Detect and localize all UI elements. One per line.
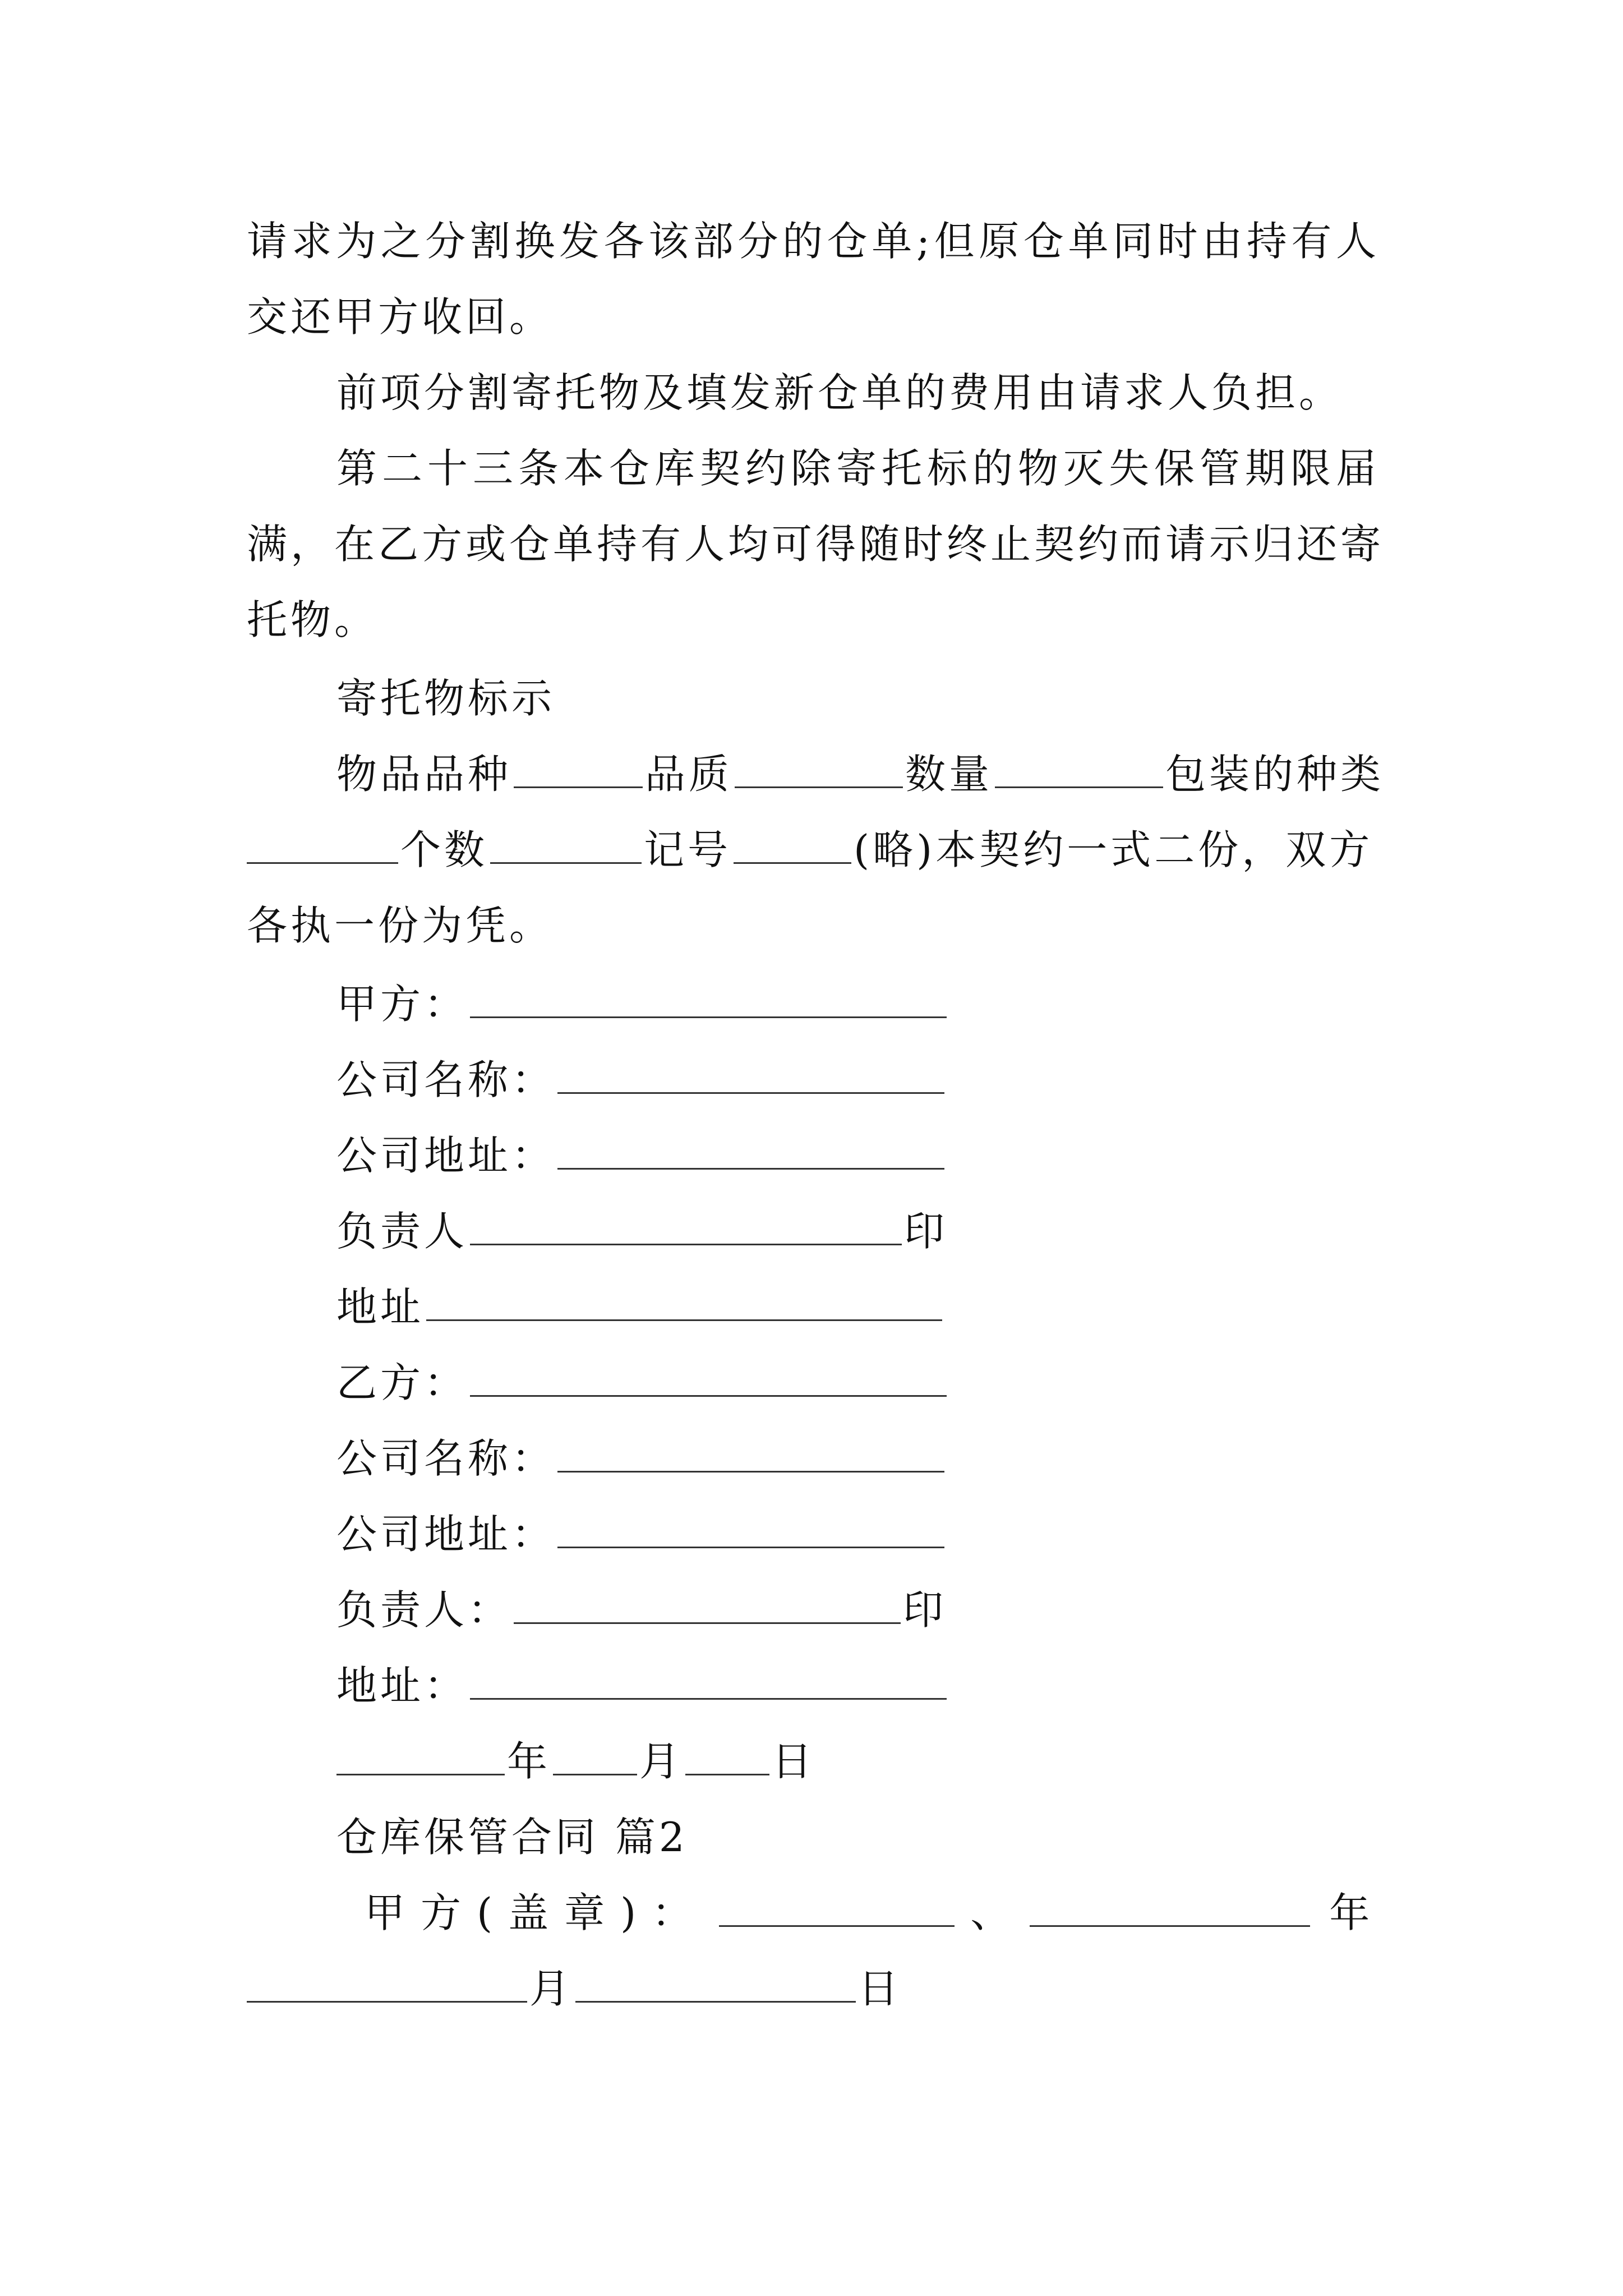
party-a-company-line — [336, 1052, 1380, 1108]
seal-label: 印 — [903, 1586, 947, 1634]
fill-blank — [553, 1737, 637, 1775]
items-line-1 — [336, 746, 1385, 802]
fill-blank — [247, 1964, 527, 2003]
fill-blank — [735, 749, 903, 788]
item-quantity-label: 数量 — [905, 751, 993, 798]
seal-label: 印 — [904, 1208, 948, 1255]
party-b-label: 乙方： — [336, 1359, 468, 1406]
date-line — [336, 1733, 1380, 1789]
fill-blank — [557, 1510, 944, 1548]
year-label: 年 — [1329, 1889, 1373, 1936]
day-label: 日 — [858, 1965, 902, 2012]
party-b-address-line — [336, 1658, 1380, 1714]
body-line: 请求为之分割换发各该部分的仓单;但原仓单同时由持有人 — [247, 218, 1380, 265]
fill-blank — [995, 749, 1163, 788]
fill-blank — [470, 1661, 947, 1700]
fill-blank — [514, 1585, 901, 1624]
section-heading: 寄托物标示 — [336, 675, 556, 722]
fill-blank — [719, 1888, 955, 1927]
party-b-company-line — [336, 1430, 1380, 1487]
item-packing-label: 包装的种类 — [1165, 751, 1385, 798]
body-line: 满，在乙方或仓单持有人均可得随时终止契约而请示归还寄 — [247, 521, 1385, 568]
section-2-title: 仓库保管合同 篇2 — [336, 1814, 688, 1861]
party-a-label: 甲方： — [336, 981, 468, 1028]
party-b-company-address-line — [336, 1506, 1380, 1562]
fill-blank — [1030, 1888, 1310, 1927]
body-line: 各执一份为凭。 — [247, 902, 554, 949]
fill-blank — [557, 1434, 944, 1473]
fill-blank — [470, 1358, 947, 1397]
party-b-address-label: 地址： — [336, 1662, 468, 1709]
fill-blank — [514, 749, 643, 788]
party-a-line — [336, 976, 1380, 1032]
body-line: 前项分割寄托物及填发新仓单的费用由请求人负担。 — [336, 369, 1343, 416]
item-quality-label: 品质 — [645, 751, 733, 798]
month-label: 月 — [639, 1738, 684, 1785]
party-b-person-line — [336, 1582, 1380, 1638]
fill-blank — [247, 825, 398, 864]
body-line: 第二十三条本仓库契约除寄托标的物灭失保管期限届 — [336, 445, 1380, 492]
item-variety-label: 物品品种 — [336, 751, 512, 798]
year-label: 年 — [507, 1738, 551, 1785]
fill-blank — [557, 1055, 944, 1094]
fill-blank — [557, 1131, 944, 1170]
section-2-date-line — [247, 1961, 1380, 2017]
party-a-address-line — [336, 1279, 1380, 1335]
omitted-text: (略)本契约一式二份，双方 — [854, 826, 1373, 873]
party-a-company-name-label: 公司名称： — [336, 1056, 556, 1103]
fill-blank — [470, 1207, 902, 1245]
separator: 、 — [970, 1889, 1015, 1936]
party-a-address-label: 地址 — [336, 1283, 425, 1331]
party-a-person-label: 负责人 — [336, 1208, 468, 1255]
fill-blank — [685, 1737, 769, 1775]
fill-blank — [490, 825, 642, 864]
party-b-person-label: 负责人： — [336, 1586, 512, 1634]
fill-blank — [575, 1964, 856, 2003]
day-label: 日 — [772, 1738, 816, 1785]
fill-blank — [336, 1737, 505, 1775]
item-mark-label: 记号 — [644, 826, 732, 873]
fill-blank — [734, 825, 851, 864]
party-a-seal-label: 甲方(盖章)： — [365, 1889, 708, 1936]
item-count-label: 个数 — [400, 826, 488, 873]
fill-blank — [470, 979, 947, 1018]
section-2-party-a-line — [365, 1885, 1380, 1941]
party-b-company-address-label: 公司地址： — [336, 1511, 556, 1558]
body-line: 交还甲方收回。 — [247, 293, 554, 341]
party-b-company-name-label: 公司名称： — [336, 1435, 556, 1482]
party-b-line — [336, 1355, 1380, 1411]
party-a-company-address-label: 公司地址： — [336, 1132, 556, 1179]
body-line: 托物。 — [247, 596, 379, 643]
party-a-company-address-line — [336, 1128, 1380, 1184]
items-line-2 — [247, 822, 1380, 878]
party-a-person-line — [336, 1203, 1380, 1259]
fill-blank — [426, 1282, 942, 1321]
month-label: 月 — [529, 1965, 574, 2012]
